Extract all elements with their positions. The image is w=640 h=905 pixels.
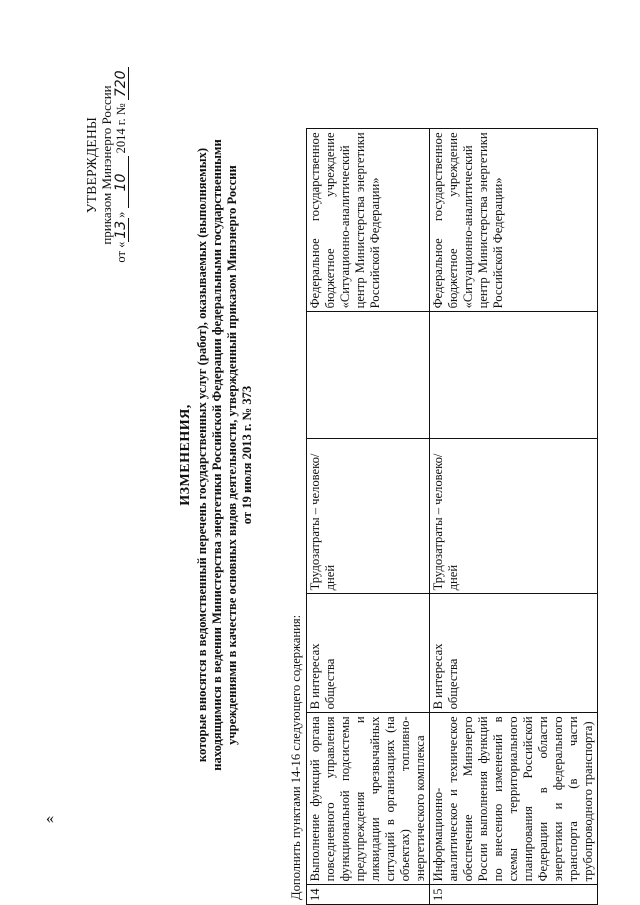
approval-stamp bbox=[84, 45, 129, 285]
year-text: 2014 г. № bbox=[114, 103, 128, 154]
empty-cell bbox=[307, 312, 430, 439]
volume-measure: Трудозатраты – человеко/дней bbox=[307, 439, 430, 594]
heading-title: ИЗМЕНЕНИЯ, bbox=[178, 404, 193, 506]
date-prefix: от « bbox=[114, 241, 128, 263]
intro-text: Дополнить пунктами 14-16 следующего содержания: bbox=[289, 614, 303, 900]
service-name: Информационно-аналитическое и техническое обеспечение Минэнерго России выполнения функций по внесению изменений в схемы территориального планирования Российской Федерации в области энергетики и федерального транспорта (в части трубопроводного транспорта) bbox=[430, 713, 598, 885]
institution-name: Федеральное государственное бюджетное учреждение «Ситуационно-аналитический центр Министерства энергетики Российской Федерации» bbox=[307, 129, 430, 312]
handwritten-month: 10 bbox=[115, 156, 129, 208]
consumer-category: В интересах общества bbox=[430, 594, 598, 713]
heading-line: находящимися в ведении Министерства энергетики Российской Федерации федеральными государственными bbox=[210, 139, 224, 771]
opening-quote-mark: « bbox=[46, 810, 54, 827]
institution-name: Федеральное государственное бюджетное учреждение «Ситуационно-аналитический центр Министерства энергетики Российской Федерации» bbox=[430, 129, 598, 312]
table-row bbox=[430, 129, 598, 905]
document-heading bbox=[178, 100, 255, 810]
heading-line: учреждениями в качестве основных видов деятельности, утвержденный приказом Минэнерго России bbox=[225, 165, 239, 745]
table-row bbox=[307, 129, 430, 905]
approval-title: УТВЕРЖДЕНЫ bbox=[84, 116, 99, 214]
services-table bbox=[306, 128, 598, 905]
handwritten-day: 13 bbox=[115, 218, 129, 242]
approval-date-line bbox=[114, 45, 129, 285]
row-number: 15 bbox=[430, 885, 598, 905]
heading-line: от 19 июля 2013 г. № 373 bbox=[240, 385, 254, 525]
approval-order-line: приказом Минэнерго России bbox=[99, 85, 114, 245]
heading-line: которые вносятся в ведомственный перечень государственных услуг (работ), оказываемых (выполняемых) bbox=[195, 147, 209, 763]
service-name: Выполнение функций органа повседневного управления функциональной подсистемы предупреждения и ликвидации чрезвычайных ситуаций в организациях (на объектах) топливно-энергетического комплекса bbox=[307, 713, 430, 885]
volume-measure: Трудозатраты – человеко/дней bbox=[430, 439, 598, 594]
row-number: 14 bbox=[307, 885, 430, 905]
day-suffix: » bbox=[114, 211, 128, 218]
empty-cell bbox=[430, 312, 598, 439]
consumer-category: В интересах общества bbox=[307, 594, 430, 713]
handwritten-order-number: 720 bbox=[115, 67, 129, 100]
